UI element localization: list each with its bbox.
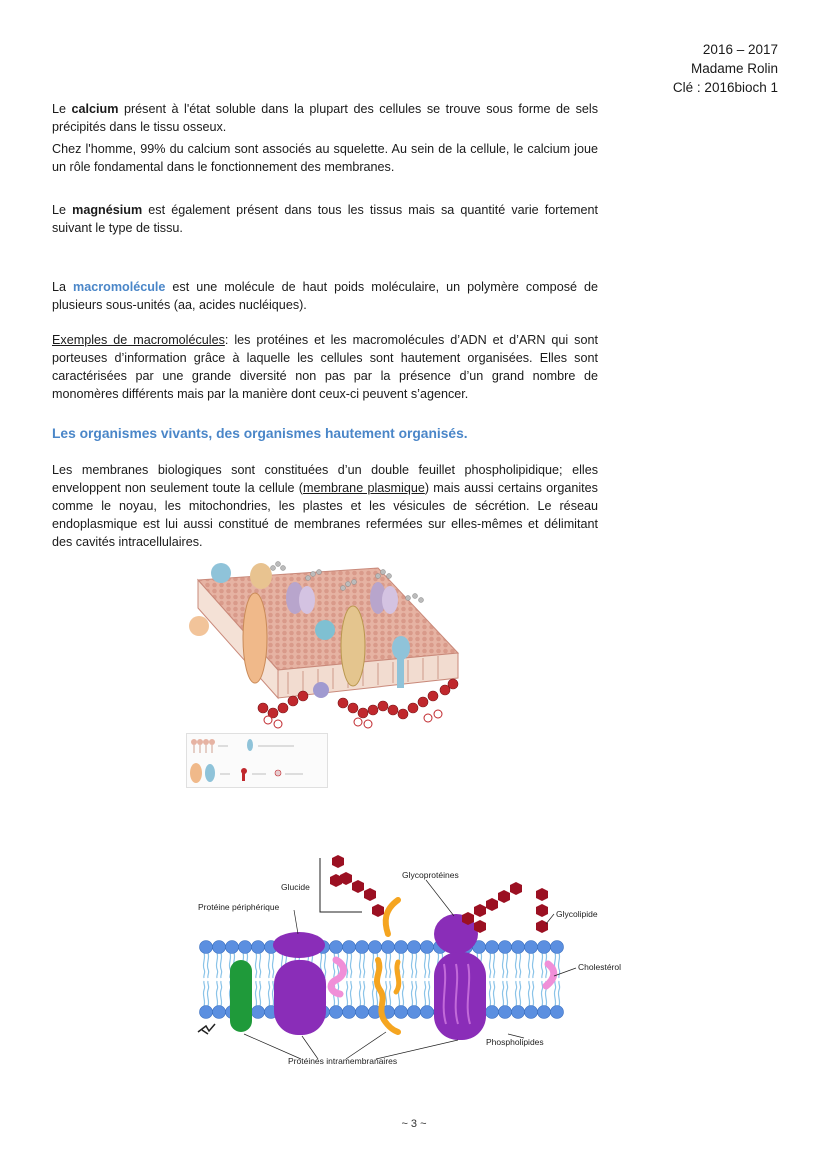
membrane-plasmique-term: membrane plasmique bbox=[303, 481, 425, 495]
phospholipid-head bbox=[525, 1006, 538, 1019]
phospholipid-head bbox=[395, 1006, 408, 1019]
phospholipid-head bbox=[343, 1006, 356, 1019]
phospholipid-head bbox=[200, 1006, 213, 1019]
phospholipid-head bbox=[382, 941, 395, 954]
label-glycoproteines: Glycoprotéines bbox=[402, 870, 459, 880]
membrane-3d-illustration bbox=[183, 558, 473, 733]
phospholipid-head bbox=[213, 941, 226, 954]
phospholipid-head bbox=[356, 1006, 369, 1019]
cholesterol-shape bbox=[546, 964, 554, 986]
phospholipid-head bbox=[551, 941, 564, 954]
phospholipid-head bbox=[356, 941, 369, 954]
examples-title: Exemples de macromolécules bbox=[52, 333, 225, 347]
header-teacher: Madame Rolin bbox=[690, 61, 778, 76]
phospholipid-head bbox=[330, 1006, 343, 1019]
phospholipid-head bbox=[486, 941, 499, 954]
fluid-mosaic-diagram bbox=[186, 852, 646, 1070]
phospholipid-heads-top bbox=[200, 941, 564, 954]
peripheral-protein bbox=[273, 932, 325, 958]
label-proteine-peripherique: Protéine périphérique bbox=[198, 902, 280, 912]
phospholipid-head bbox=[200, 941, 213, 954]
phospholipid-head bbox=[408, 941, 421, 954]
label-cholesterol: Cholestérol bbox=[578, 962, 621, 972]
phospholipid-head bbox=[343, 941, 356, 954]
phospholipid-head bbox=[486, 1006, 499, 1019]
calcium-term: calcium bbox=[71, 102, 119, 116]
phospholipid-head bbox=[395, 941, 408, 954]
phospholipid-head bbox=[252, 941, 265, 954]
phospholipid-head bbox=[252, 1006, 265, 1019]
examples-paragraph: Exemples de macromolécules: les protéines et les macromolécules d’ADN et d’ARN qui sont porteuses d’information grâce à laquelle les cellules sont hautement organisées. Elles sont caractérisées par une grande diversité non pas par la présence d’un grand nombre de monomères différents mais par la manière dont ceux-ci peuvent s’agencer. bbox=[52, 333, 598, 401]
phospholipid-head bbox=[369, 941, 382, 954]
phospholipid-head bbox=[213, 1006, 226, 1019]
membranes-paragraph: Les membranes biologiques sont constituées d’un double feuillet phospholipidique; elles enveloppent non seulement toute la cellule (membrane plasmique) mais aussi certains organites comme le noyau, les mitochondries, les plastes et les vésicules de sécrétion. Le réseau endoplasmique est lui aussi constitué de membranes refermées sur elles-mêmes et délimitant des cavités intracellulaires. bbox=[52, 463, 598, 549]
phospholipid-head bbox=[551, 1006, 564, 1019]
phospholipid-head bbox=[408, 1006, 421, 1019]
calcium-paragraph-2: Chez l'homme, 99% du calcium sont associés au squelette. Au sein de la cellule, le calcium joue un rôle fondamental dans le fonctionnement des membranes. bbox=[52, 142, 598, 174]
phospholipid-head bbox=[421, 941, 434, 954]
green-protein bbox=[230, 960, 252, 1032]
phospholipid-head bbox=[512, 941, 525, 954]
phospholipid-head bbox=[226, 941, 239, 954]
phospholipid-head bbox=[421, 1006, 434, 1019]
glycolipide-sugar-chain bbox=[536, 888, 548, 933]
calcium-paragraph-1: Le calcium présent à l'état soluble dans la plupart des cellules se trouve sous forme de sels précipités dans le tissu osseux. bbox=[52, 102, 598, 134]
membrane-3d-legend bbox=[186, 733, 328, 788]
label-proteines-intramembranaires: Protéines intramembranaires bbox=[288, 1056, 398, 1066]
phospholipid-head bbox=[499, 941, 512, 954]
page-header bbox=[673, 40, 778, 97]
intramembrane-protein-1 bbox=[274, 960, 326, 1035]
phospholipid-head bbox=[330, 941, 343, 954]
scale-symbol bbox=[198, 1024, 215, 1034]
phospholipid-head bbox=[239, 941, 252, 954]
section-heading: Les organismes vivants, des organismes hautement organisés. bbox=[52, 426, 468, 441]
label-phospholipides: Phospholipides bbox=[486, 1037, 544, 1047]
glucide-chain bbox=[330, 855, 384, 917]
macromolecule-paragraph: La macromolécule est une molécule de haut poids moléculaire, un polymère composé de plusieurs sous-unités (aa, acides nucléiques). bbox=[52, 280, 598, 312]
phospholipid-head bbox=[538, 941, 551, 954]
header-year: 2016 – 2017 bbox=[702, 42, 778, 57]
phospholipid-head bbox=[525, 941, 538, 954]
phospholipid-head bbox=[512, 1006, 525, 1019]
magnesium-paragraph: Le magnésium est également présent dans tous les tissus mais sa quantité varie fortement suivant le type de tissu. bbox=[52, 203, 598, 235]
phospholipid-head bbox=[538, 1006, 551, 1019]
page-number: ~ 3 ~ bbox=[401, 1118, 427, 1130]
phospholipid-head bbox=[499, 1006, 512, 1019]
magnesium-term: magnésium bbox=[72, 203, 143, 217]
label-glucide: Glucide bbox=[281, 882, 310, 892]
header-key: Clé : 2016bioch 1 bbox=[672, 80, 778, 95]
macromolecule-term: macromolécule bbox=[73, 280, 166, 294]
label-glycolipide: Glycolipide bbox=[556, 909, 598, 919]
